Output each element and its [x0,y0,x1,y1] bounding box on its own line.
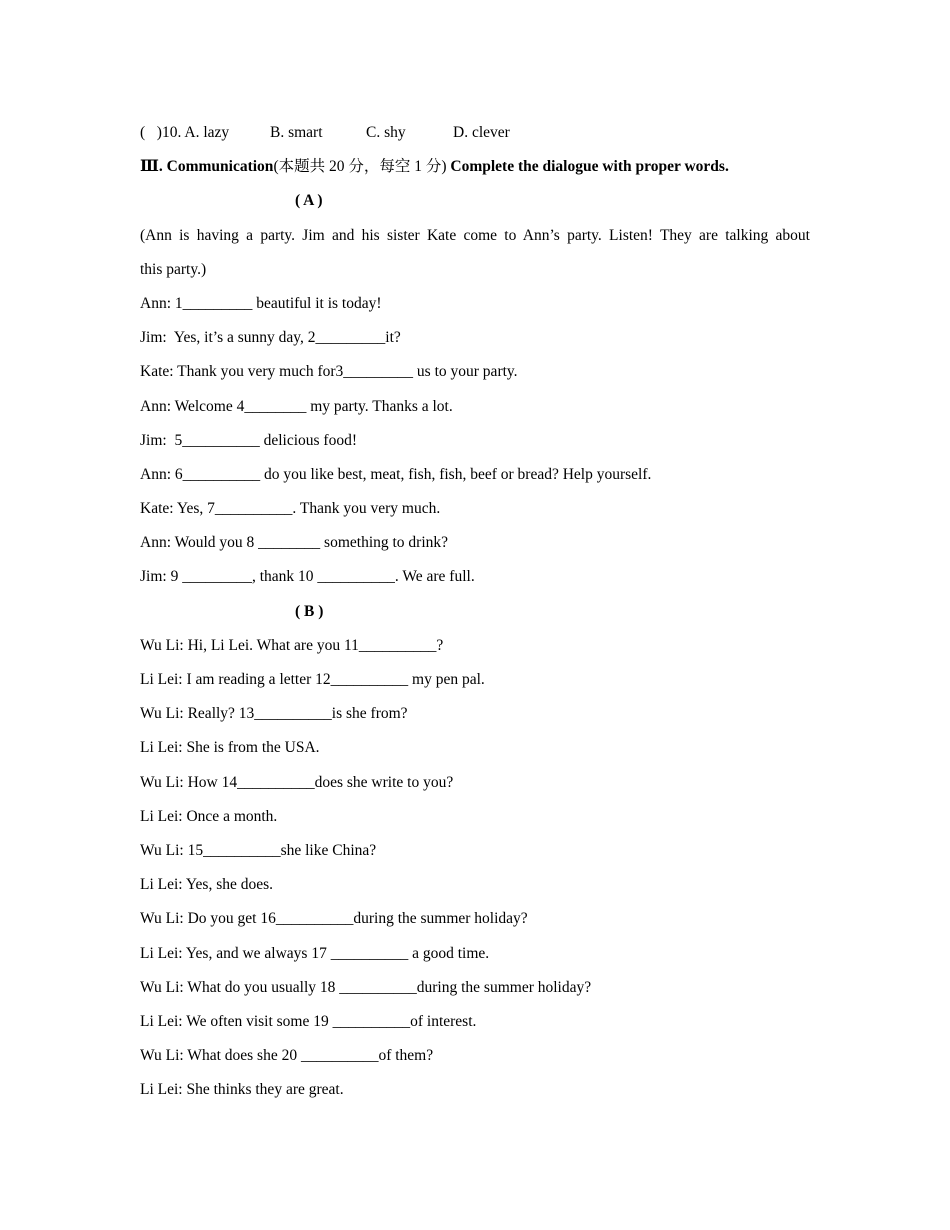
dialogue-line: Wu Li: Do you get 16__________during the summer holiday? [140,910,528,928]
dialogue-line: Kate: Yes, 7__________. Thank you very much. [140,500,441,518]
question-10 [140,116,810,150]
answer-paren: ( ) [140,124,162,141]
dialogue-line: Kate: Thank you very much for3_________ us to your party. [140,363,518,381]
option-c: C. shy [366,124,406,141]
dialogue-line: Jim: 9 _________, thank 10 __________. We are full. [140,568,475,586]
section-roman: Ⅲ. [140,158,163,176]
dialogue-line: Li Lei: Once a month. [140,807,278,825]
dialogue-line: Wu Li: 15__________she like China? [140,841,377,859]
dialogue-line: Wu Li: What does she 20 __________of them? [140,1047,434,1065]
section-3-title [140,150,810,184]
dialogue-line: Wu Li: How 14__________does she write to you? [140,773,454,791]
dialogue-line: Ann: 1_________ beautiful it is today! [140,294,382,312]
dialogue-line: Li Lei: I am reading a letter 12__________ my pen pal. [140,671,485,688]
section-instruction: Complete the dialogue with proper words. [446,158,729,176]
dialogue-line: Wu Li: What do you usually 18 __________during the summer holiday? [140,978,592,996]
option-d: D. clever [453,124,510,141]
dialogue-line: Li Lei: Yes, she does. [140,876,274,894]
part-a-intro-line1: (Ann is having a party. Jim and his sister Kate come to Ann’s party. Listen! They are talking about [140,226,810,244]
option-b: B. smart [270,124,323,141]
dialogue-line: Ann: 6__________ do you like best, meat, fish, fish, beef or bread? Help yourself. [140,465,652,483]
dialogue-line: Ann: Welcome 4________ my party. Thanks a lot. [140,397,453,415]
document-page [140,116,810,1107]
dialogue-line: Jim: 5__________ delicious food! [140,431,357,449]
part-b-label: ( B ) [295,602,324,620]
section-cn-note: (本题共 20 分，每空 1 分) [273,158,447,176]
dialogue-line: Jim: Yes, it’s a sunny day, 2_________it? [140,329,401,347]
dialogue-line: Li Lei: We often visit some 19 __________of interest. [140,1012,477,1030]
section-title-text: Communication [162,158,274,176]
dialogue-line: Ann: Would you 8 ________ something to drink? [140,534,449,552]
dialogue-line: Li Lei: She thinks they are great. [140,1081,344,1099]
dialogue-line: Wu Li: Hi, Li Lei. What are you 11__________? [140,636,444,654]
dialogue-line: Li Lei: She is from the USA. [140,739,320,757]
part-a-intro-line2: this party.) [140,260,207,278]
dialogue-line: Li Lei: Yes, and we always 17 __________ a good time. [140,944,490,962]
part-a-label: ( A ) [295,192,323,210]
dialogue-line: Wu Li: Really? 13__________is she from? [140,705,408,723]
option-a: 10. A. lazy [162,124,230,141]
